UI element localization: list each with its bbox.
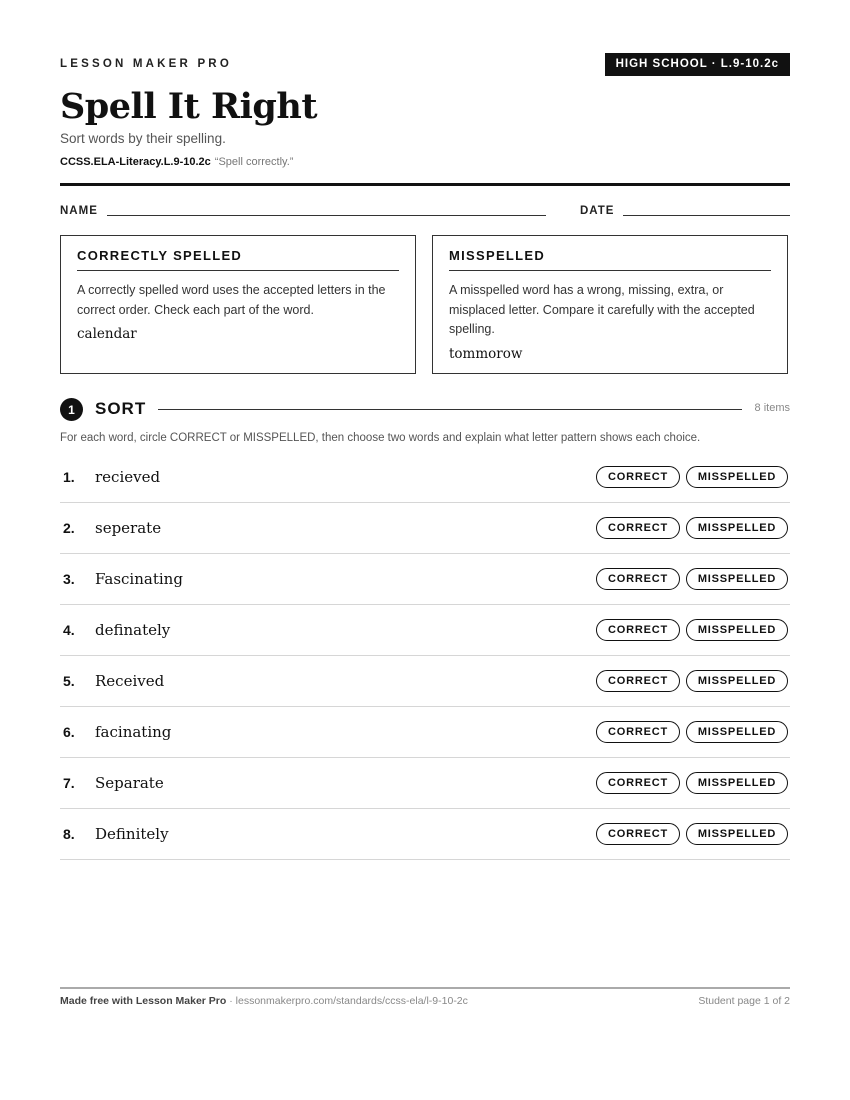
list-item xyxy=(60,758,790,809)
card-title: MISSPELLED xyxy=(449,248,771,271)
page-subtitle: Sort words by their spelling. xyxy=(60,131,226,146)
correct-choice[interactable]: CORRECT xyxy=(596,721,680,743)
misspelled-choice[interactable]: MISSPELLED xyxy=(686,466,788,488)
correct-choice[interactable]: CORRECT xyxy=(596,517,680,539)
item-word: Fascinating xyxy=(95,570,183,588)
item-number: 5. xyxy=(63,673,75,689)
name-field[interactable] xyxy=(107,215,546,216)
item-word: Received xyxy=(95,672,165,690)
misspelled-choice[interactable]: MISSPELLED xyxy=(686,517,788,539)
item-number: 1. xyxy=(63,469,75,485)
list-item xyxy=(60,605,790,656)
list-item xyxy=(60,707,790,758)
item-count: 8 items xyxy=(754,402,790,414)
footer-made: Made free with Lesson Maker Pro xyxy=(60,995,227,1007)
correct-choice[interactable]: CORRECT xyxy=(596,466,680,488)
misspelled-definition-card xyxy=(432,235,788,374)
item-word: recieved xyxy=(95,468,161,486)
correct-choice[interactable]: CORRECT xyxy=(596,823,680,845)
brand-name: LESSON MAKER PRO xyxy=(60,58,232,70)
item-number: 8. xyxy=(63,826,75,842)
list-item xyxy=(60,503,790,554)
item-word: Definitely xyxy=(95,825,169,843)
item-number: 4. xyxy=(63,622,75,638)
correct-choice[interactable]: CORRECT xyxy=(596,619,680,641)
card-text: A misspelled word has a wrong, missing, extra, or misplaced letter. Compare it carefully with the accepted spelling. xyxy=(449,283,755,336)
correct-definition-card xyxy=(60,235,416,374)
section-divider xyxy=(158,409,742,410)
date-field[interactable] xyxy=(623,215,790,216)
item-word: seperate xyxy=(95,519,162,537)
misspelled-choice[interactable]: MISSPELLED xyxy=(686,670,788,692)
level-badge: HIGH SCHOOL · L.9-10.2c xyxy=(605,53,790,76)
list-item xyxy=(60,656,790,707)
item-word: definately xyxy=(95,621,171,639)
card-example: tommorow xyxy=(449,345,523,362)
item-list xyxy=(60,452,790,860)
footer-divider xyxy=(60,987,790,989)
misspelled-choice[interactable]: MISSPELLED xyxy=(686,823,788,845)
item-number: 3. xyxy=(63,571,75,587)
instructions: For each word, circle CORRECT or MISSPELLED, then choose two words and explain what letter pattern shows each choice. xyxy=(60,432,701,444)
misspelled-choice[interactable]: MISSPELLED xyxy=(686,772,788,794)
list-item xyxy=(60,809,790,860)
item-word: Separate xyxy=(95,774,164,792)
item-number: 7. xyxy=(63,775,75,791)
page-number: Student page 1 of 2 xyxy=(698,995,790,1007)
footer-credit xyxy=(60,995,468,1007)
correct-choice[interactable]: CORRECT xyxy=(596,772,680,794)
item-number: 2. xyxy=(63,520,75,536)
card-title: CORRECTLY SPELLED xyxy=(77,248,399,271)
item-number: 6. xyxy=(63,724,75,740)
card-text: A correctly spelled word uses the accepted letters in the correct order. Check each part of the word. xyxy=(77,283,386,317)
correct-choice[interactable]: CORRECT xyxy=(596,568,680,590)
date-label: DATE xyxy=(580,205,615,217)
standard-reference xyxy=(60,156,293,168)
section-number: 1 xyxy=(60,398,83,421)
list-item xyxy=(60,554,790,605)
card-example: calendar xyxy=(77,326,137,342)
name-label: NAME xyxy=(60,205,98,217)
standard-quote: “Spell correctly.” xyxy=(214,156,294,168)
misspelled-choice[interactable]: MISSPELLED xyxy=(686,619,788,641)
page-title: Spell It Right xyxy=(60,86,317,127)
correct-choice[interactable]: CORRECT xyxy=(596,670,680,692)
list-item xyxy=(60,452,790,503)
item-word: facinating xyxy=(95,723,172,741)
header-divider xyxy=(60,183,790,186)
misspelled-choice[interactable]: MISSPELLED xyxy=(686,568,788,590)
section-title: SORT xyxy=(95,399,147,418)
standard-code: CCSS.ELA-Literacy.L.9-10.2c xyxy=(60,156,211,168)
misspelled-choice[interactable]: MISSPELLED xyxy=(686,721,788,743)
footer-url: · lessonmakerpro.com/standards/ccss-ela/l-9-10-2c xyxy=(226,995,468,1007)
